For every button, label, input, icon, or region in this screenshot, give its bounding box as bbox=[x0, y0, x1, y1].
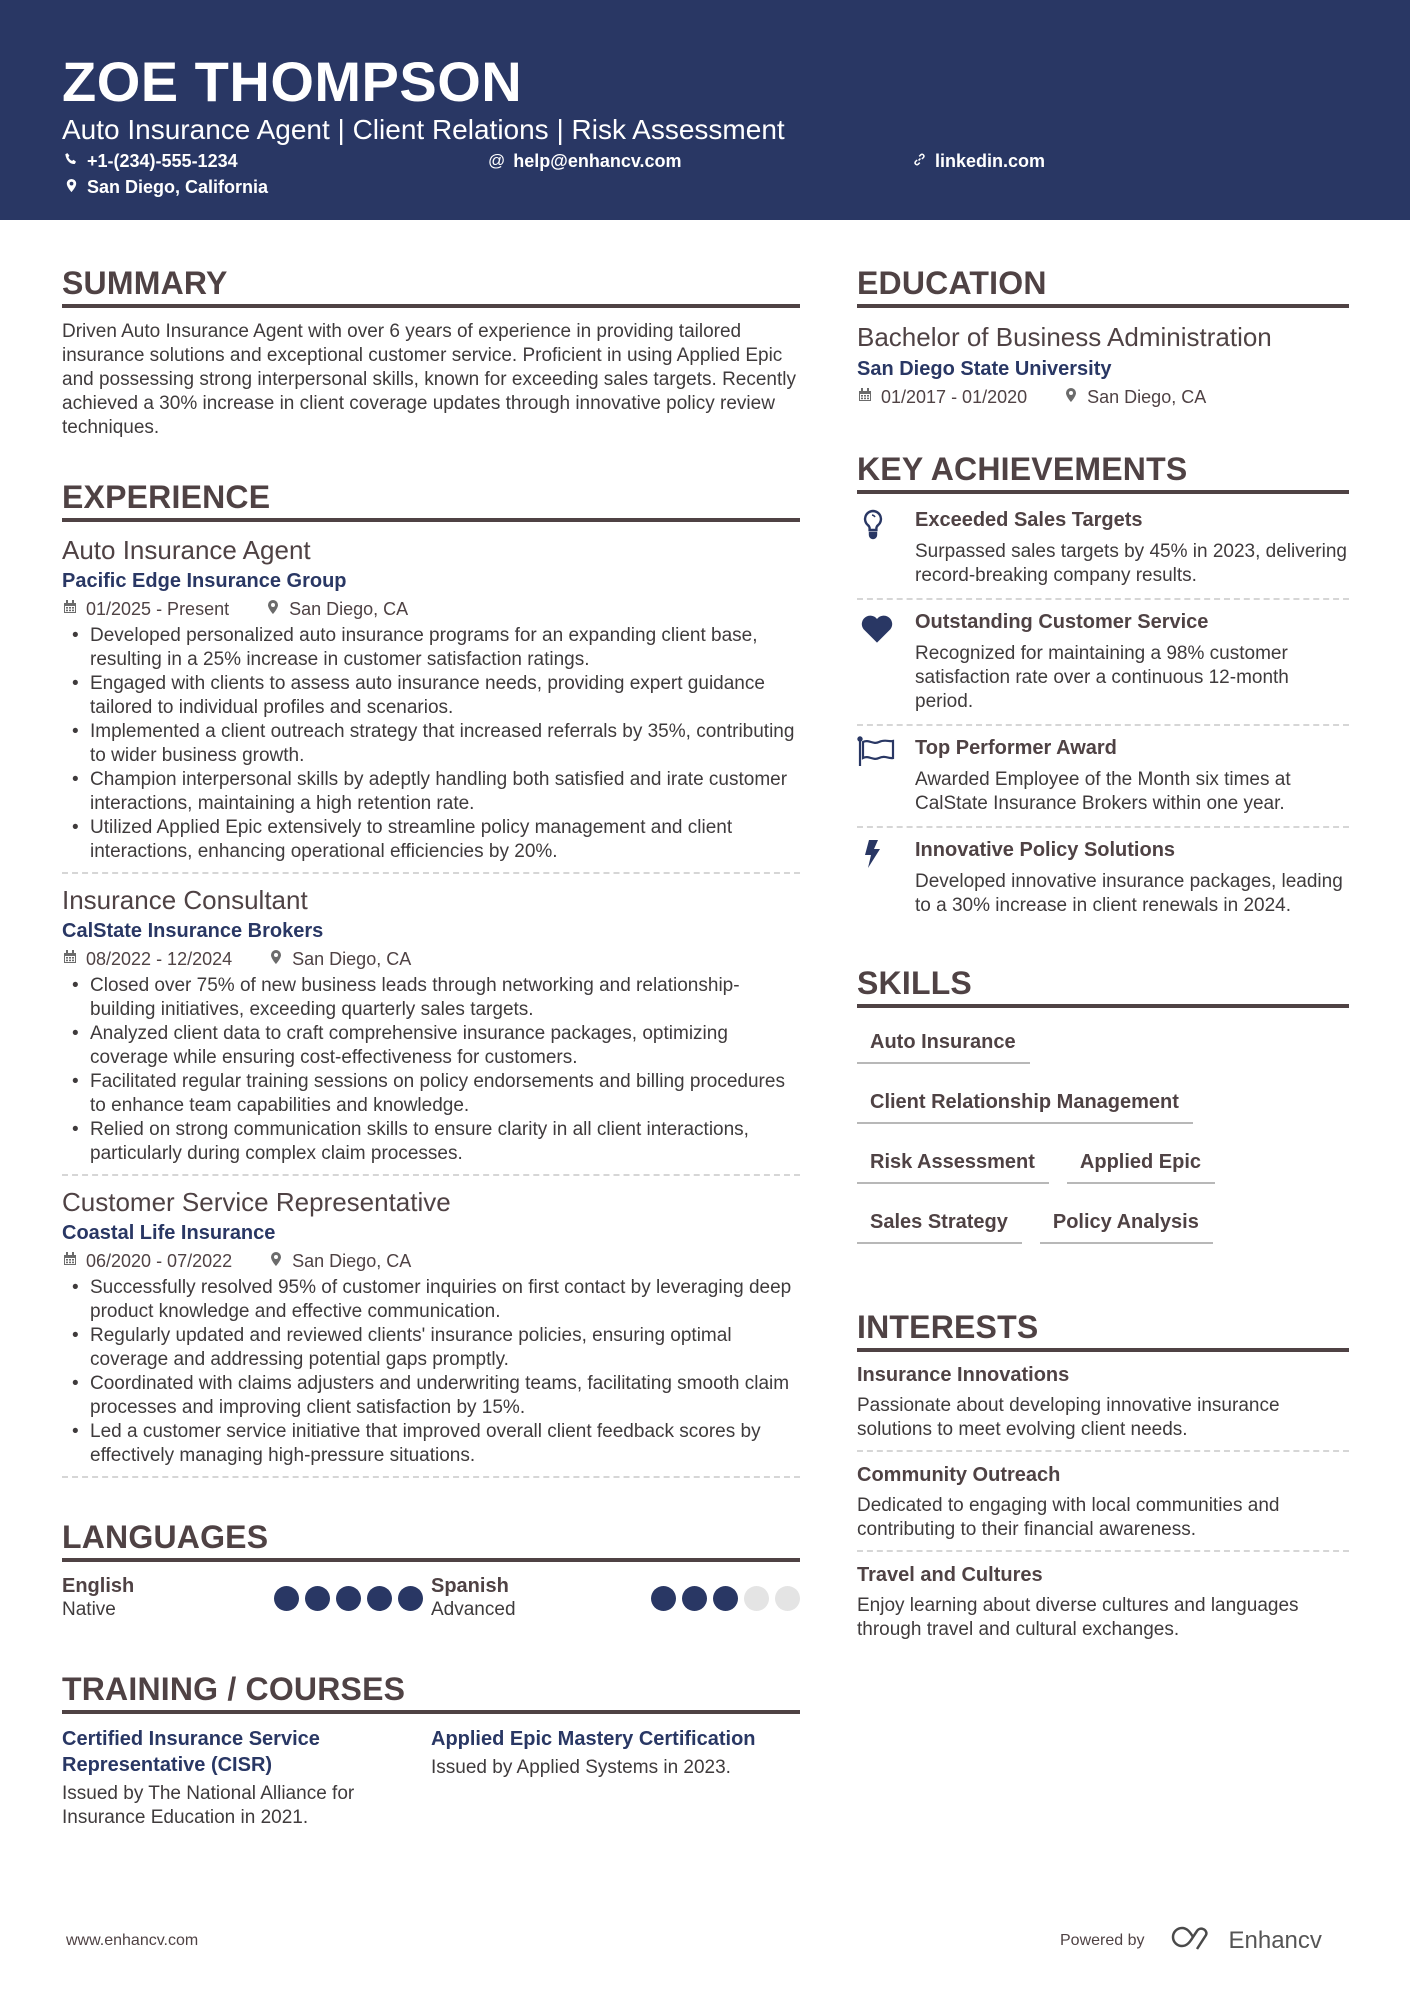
company-name: Pacific Edge Insurance Group bbox=[62, 570, 347, 592]
experience-entry bbox=[62, 534, 800, 874]
contact-phone[interactable] bbox=[64, 150, 238, 172]
bullet-item: • Utilized Applied Epic extensively to streamline policy management and client interactions, enhancing operational efficiencies by 20%. bbox=[62, 816, 800, 864]
bullet-item: • Led a customer service initiative that improved overall client feedback scores by effectively managing high-pressure situations. bbox=[62, 1420, 800, 1468]
skill-tag: Policy Analysis bbox=[1040, 1204, 1213, 1244]
linkedin-text: linkedin.com bbox=[935, 151, 1046, 171]
calendar-icon bbox=[857, 384, 873, 410]
company-name: CalState Insurance Brokers bbox=[62, 920, 324, 942]
job-bullets bbox=[62, 1276, 800, 1468]
interest-title: Insurance Innovations bbox=[857, 1364, 1070, 1386]
experience-heading: EXPERIENCE bbox=[62, 478, 800, 522]
job-dates: 06/2020 - 07/2022 bbox=[86, 1251, 233, 1271]
contact-location bbox=[64, 176, 268, 198]
bullet-item: • Facilitated regular training sessions on policy endorsements and billing procedures to enhance team capabilities and knowledge. bbox=[62, 1070, 800, 1118]
rating-dot-filled bbox=[367, 1586, 392, 1611]
job-meta bbox=[62, 1248, 800, 1274]
bullet-item: • Successfully resolved 95% of customer inquiries on first contact by leveraging deep product knowledge and effective communication. bbox=[62, 1276, 800, 1324]
candidate-name: ZOE THOMPSON bbox=[62, 50, 523, 113]
achievement-description: Recognized for maintaining a 98% customer satisfaction rate over a continuous 12-month period. bbox=[915, 643, 1289, 712]
achievement-title: Top Performer Award bbox=[915, 737, 1117, 759]
achievements-list bbox=[857, 498, 1349, 928]
interest-title: Community Outreach bbox=[857, 1464, 1061, 1486]
resume-header bbox=[0, 0, 1410, 220]
job-bullets bbox=[62, 974, 800, 1166]
job-title: Insurance Consultant bbox=[62, 885, 308, 915]
phone-text: +1-(234)-555-1234 bbox=[87, 151, 238, 171]
powered-by-label: Powered by bbox=[1060, 1931, 1145, 1949]
languages-list bbox=[62, 1574, 800, 1622]
enhancv-logo bbox=[1171, 1924, 1322, 1957]
rating-dot-filled bbox=[398, 1586, 423, 1611]
skills-list bbox=[857, 1024, 1349, 1264]
company-name: Coastal Life Insurance bbox=[62, 1222, 276, 1244]
skill-tag: Applied Epic bbox=[1067, 1144, 1215, 1184]
location-text: San Diego, California bbox=[87, 177, 269, 197]
training-heading: TRAINING / COURSES bbox=[62, 1670, 800, 1714]
languages-heading: LANGUAGES bbox=[62, 1518, 800, 1562]
location-pin-icon bbox=[64, 176, 79, 198]
rating-dot-empty bbox=[744, 1586, 769, 1611]
at-icon: @ bbox=[488, 151, 506, 170]
contact-email[interactable] bbox=[488, 150, 682, 172]
language-item bbox=[431, 1574, 800, 1622]
bullet-item: • Implemented a client outreach strategy that increased referrals by 35%, contributing to wider business growth. bbox=[62, 720, 800, 768]
job-bullets bbox=[62, 624, 800, 864]
achievement-title: Outstanding Customer Service bbox=[915, 611, 1209, 633]
heart-icon bbox=[857, 608, 915, 714]
phone-icon bbox=[64, 150, 79, 172]
skill-tag: Risk Assessment bbox=[857, 1144, 1049, 1184]
lightbulb-icon bbox=[857, 506, 915, 588]
job-meta bbox=[62, 596, 800, 622]
left-column bbox=[62, 264, 800, 1830]
education-location: San Diego, CA bbox=[1087, 387, 1207, 407]
achievement-title: Exceeded Sales Targets bbox=[915, 509, 1143, 531]
language-rating-dots bbox=[274, 1586, 423, 1611]
achievement-item bbox=[857, 828, 1349, 928]
courses-list bbox=[62, 1726, 800, 1830]
email-text: help@enhancv.com bbox=[513, 151, 682, 171]
rating-dot-filled bbox=[713, 1586, 738, 1611]
interest-title: Travel and Cultures bbox=[857, 1564, 1043, 1586]
footer-branding[interactable] bbox=[1060, 1924, 1322, 1957]
bullet-item: • Relied on strong communication skills to ensure clarity in all client interactions, particularly during complex claim processes. bbox=[62, 1118, 800, 1166]
job-title: Auto Insurance Agent bbox=[62, 535, 311, 565]
course-title: Certified Insurance Service Representative (CISR) bbox=[62, 1728, 320, 1776]
bullet-item: • Champion interpersonal skills by adeptly handling both satisfied and irate customer interactions, maintaining a high retention rate. bbox=[62, 768, 800, 816]
summary-text: Driven Auto Insurance Agent with over 6 years of experience in providing tailored insurance solutions and exceptional customer service. Proficient in using Applied Epic and possessing strong interpersonal skills, known for exceeding sales targets. Recently achieved a 30% increase in client coverage updates through innovative policy review techniques. bbox=[62, 321, 796, 438]
achievement-description: Surpassed sales targets by 45% in 2023, delivering record-breaking company results. bbox=[915, 541, 1347, 586]
right-column bbox=[857, 264, 1349, 1660]
education-heading: EDUCATION bbox=[857, 264, 1349, 308]
bullet-item: • Regularly updated and reviewed clients' insurance policies, ensuring optimal coverage and addressing potential gaps promptly. bbox=[62, 1324, 800, 1372]
language-rating-dots bbox=[651, 1586, 800, 1611]
skill-tag: Client Relationship Management bbox=[857, 1084, 1193, 1124]
interest-item bbox=[857, 1562, 1349, 1650]
interest-item bbox=[857, 1362, 1349, 1452]
course-item bbox=[62, 1726, 431, 1830]
achievement-description: Awarded Employee of the Month six times at CalState Insurance Brokers within one year. bbox=[915, 769, 1291, 814]
interest-description: Enjoy learning about diverse cultures and languages through travel and cultural exchanges. bbox=[857, 1595, 1299, 1640]
rating-dot-filled bbox=[682, 1586, 707, 1611]
course-description: Issued by The National Alliance for Insurance Education in 2021. bbox=[62, 1783, 355, 1828]
candidate-headline: Auto Insurance Agent | Client Relations | Risk Assessment bbox=[62, 114, 785, 145]
interests-heading: INTERESTS bbox=[857, 1308, 1349, 1352]
rating-dot-empty bbox=[775, 1586, 800, 1611]
skill-tag: Auto Insurance bbox=[857, 1024, 1030, 1064]
achievement-item bbox=[857, 600, 1349, 726]
rating-dot-filled bbox=[651, 1586, 676, 1611]
education-entry bbox=[857, 320, 1349, 410]
skill-tag: Sales Strategy bbox=[857, 1204, 1022, 1244]
language-level: Native bbox=[62, 1599, 116, 1620]
rating-dot-filled bbox=[274, 1586, 299, 1611]
bullet-item: • Developed personalized auto insurance programs for an expanding client base, resulting in a 25% increase in customer satisfaction ratings. bbox=[62, 624, 800, 672]
language-level: Advanced bbox=[431, 1599, 516, 1620]
location-pin-icon bbox=[1063, 384, 1079, 410]
calendar-icon bbox=[62, 1248, 78, 1274]
education-meta bbox=[857, 384, 1349, 410]
language-name: Spanish bbox=[431, 1575, 509, 1597]
link-icon bbox=[912, 150, 927, 172]
rating-dot-filled bbox=[336, 1586, 361, 1611]
degree: Bachelor of Business Administration bbox=[857, 322, 1272, 352]
summary-heading: SUMMARY bbox=[62, 264, 800, 308]
experience-entry bbox=[62, 884, 800, 1176]
job-dates: 08/2022 - 12/2024 bbox=[86, 949, 233, 969]
lightning-icon bbox=[857, 836, 915, 918]
calendar-icon bbox=[62, 946, 78, 972]
interest-description: Passionate about developing innovative insurance solutions to meet evolving client needs. bbox=[857, 1395, 1280, 1440]
job-meta bbox=[62, 946, 800, 972]
job-location: San Diego, CA bbox=[289, 599, 409, 619]
achievements-heading: KEY ACHIEVEMENTS bbox=[857, 450, 1349, 494]
school-name: San Diego State University bbox=[857, 358, 1112, 380]
language-item bbox=[62, 1574, 431, 1622]
job-dates: 01/2025 - Present bbox=[86, 599, 230, 619]
course-description: Issued by Applied Systems in 2023. bbox=[431, 1757, 731, 1778]
job-location: San Diego, CA bbox=[292, 949, 412, 969]
job-title: Customer Service Representative bbox=[62, 1187, 451, 1217]
location-pin-icon bbox=[268, 1248, 284, 1274]
interest-description: Dedicated to engaging with local communities and contributing to their financial awareness. bbox=[857, 1495, 1280, 1540]
course-item bbox=[431, 1726, 800, 1830]
enhancv-logo-icon bbox=[1171, 1924, 1217, 1957]
bullet-item: • Engaged with clients to assess auto insurance needs, providing expert guidance tailored to individual profiles and scenarios. bbox=[62, 672, 800, 720]
footer-website-link[interactable]: www.enhancv.com bbox=[66, 1932, 199, 1949]
bullet-item: • Coordinated with claims adjusters and underwriting teams, facilitating smooth claim processes and improving client satisfaction by 15%. bbox=[62, 1372, 800, 1420]
skills-heading: SKILLS bbox=[857, 964, 1349, 1008]
bullet-item: • Analyzed client data to craft comprehensive insurance packages, optimizing coverage while ensuring cost-effectiveness for customers. bbox=[62, 1022, 800, 1070]
achievement-item bbox=[857, 726, 1349, 828]
interests-list bbox=[857, 1362, 1349, 1650]
achievement-title: Innovative Policy Solutions bbox=[915, 839, 1176, 861]
rating-dot-filled bbox=[305, 1586, 330, 1611]
interest-item bbox=[857, 1462, 1349, 1552]
contact-linkedin[interactable] bbox=[912, 150, 1045, 172]
education-dates: 01/2017 - 01/2020 bbox=[881, 387, 1028, 407]
language-name: English bbox=[62, 1575, 135, 1597]
achievement-description: Developed innovative insurance packages, leading to a 30% increase in client renewals in 2024. bbox=[915, 871, 1343, 916]
enhancv-brand-text: Enhancv bbox=[1228, 1926, 1322, 1954]
bullet-item: • Closed over 75% of new business leads through networking and relationship-building initiatives, exceeding quarterly sales targets. bbox=[62, 974, 800, 1022]
experience-entry bbox=[62, 1186, 800, 1478]
achievement-item bbox=[857, 498, 1349, 600]
course-title: Applied Epic Mastery Certification bbox=[431, 1728, 756, 1750]
location-pin-icon bbox=[265, 596, 281, 622]
job-location: San Diego, CA bbox=[292, 1251, 412, 1271]
calendar-icon bbox=[62, 596, 78, 622]
flag-icon bbox=[857, 734, 915, 816]
location-pin-icon bbox=[268, 946, 284, 972]
